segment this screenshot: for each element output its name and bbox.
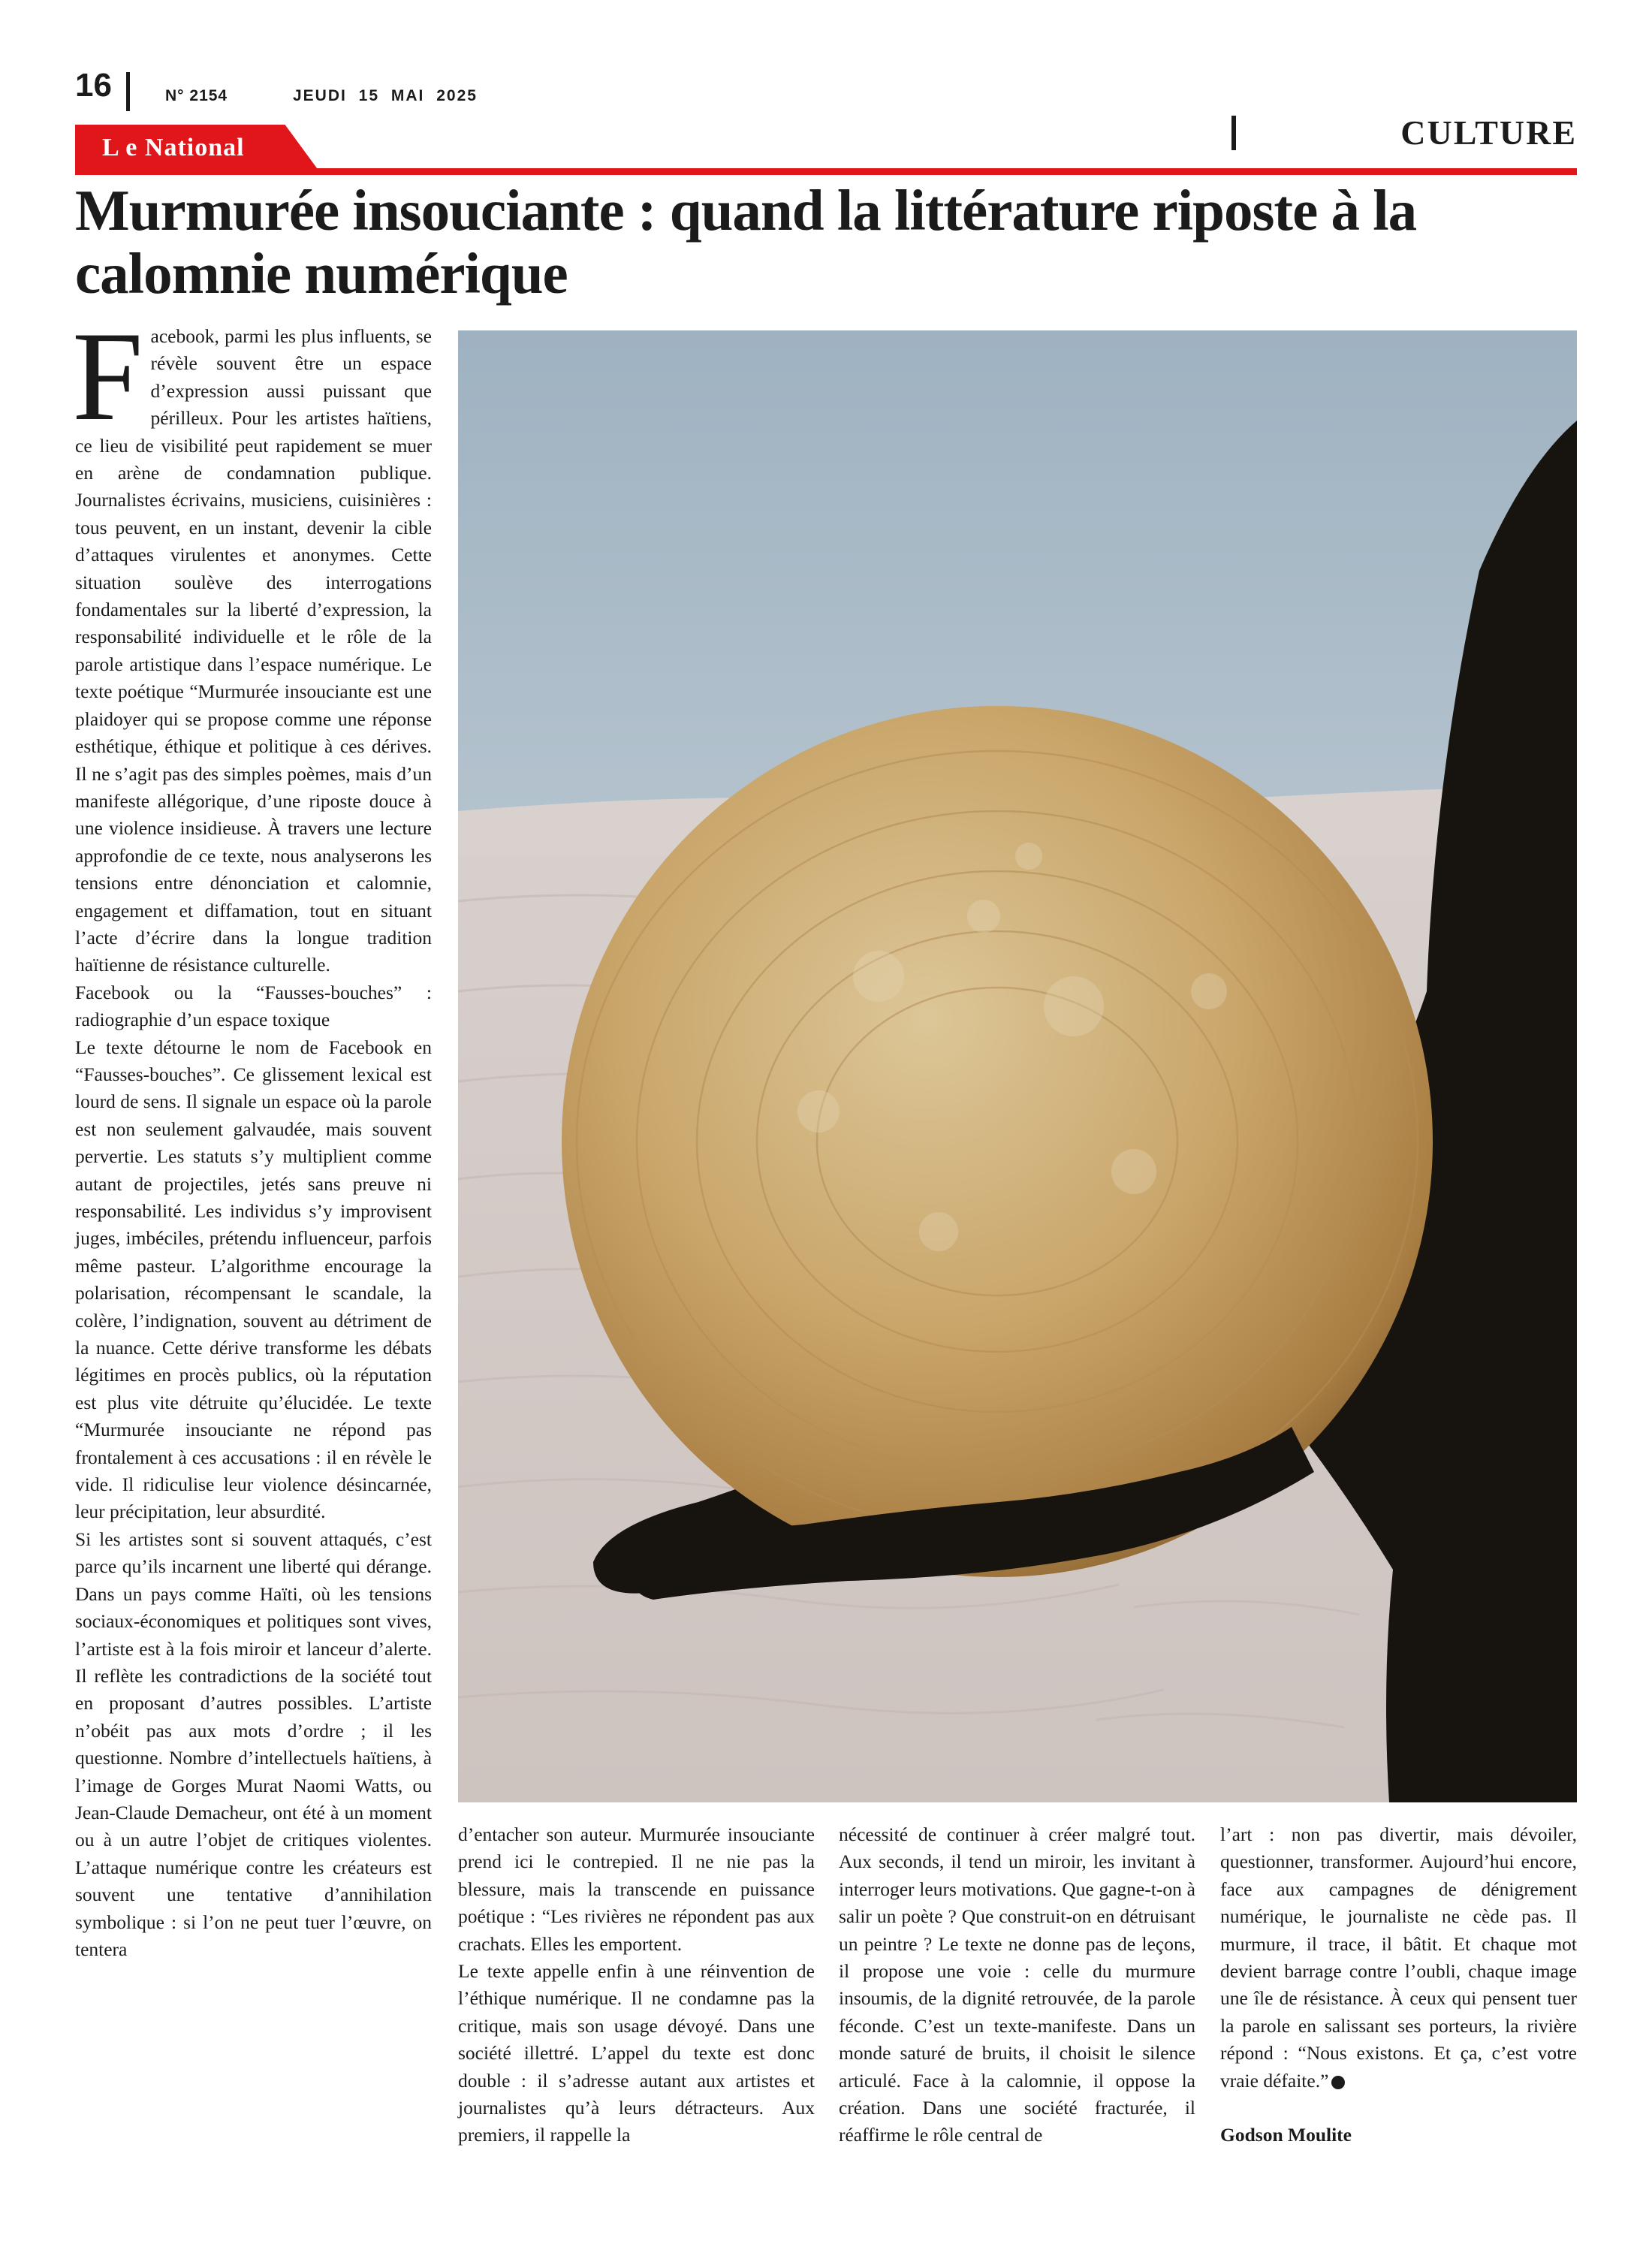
publication-name: L e National [102,134,245,161]
article-paragraph: nécessité de continuer à créer malgré tout. Aux seconds, il tend un miroir, les invitant à interroger leurs motivations. Que gagne-t-on à salir un poète ? Que construit-on en détruisant un peintre ? Le texte ne donne pas de leçons, il propose une voie : celle du murmure insoumis, de la dignité retrouvée, de la parole féconde. C’est un texte-manifeste. Dans un monde saturé de bruits, il choisit le silence articulé. Face à la calomnie, il oppose la création. Dans une société fracturée, il réaffirme le rôle central de [839,1823,1195,2146]
header-rule [75,168,1577,175]
article-paragraph-intro [72,306,432,979]
photo-sphere-held-in-desert [458,330,1577,1802]
article-column-3 [839,1821,1195,2149]
intro-text: acebook, parmi les plus influents, se révèle souvent être un espace d’expression aussi puissant que périlleux. Pour les artistes haïtiens, ce lieu de visibilité peut rapidement se muer en arène de condamnation publique. Journalistes écrivains, musiciens, cuisinières : tous peuvent, en un instant, devenir la cible d’attaques virulentes et anonymes. Cette situation soulève des interrogations fondamentales sur la liberté d’expression, la responsabilité individuelle et le rôle de la parole artistique dans l’espace numérique. Le texte poétique “Murmurée insouciante est une plaidoyer qui se propose comme une réponse esthétique, éthique et politique à ces dérives. Il ne s’agit pas des simples poèmes, mais d’un manifeste allégorique, d’une riposte douce à une violence insidieuse. À travers une lecture approfondie de ce texte, nous analyserons les tensions entre dénonciation et calomnie, engagement et diffamation, tout en situant l’acte d’écrire dans la longue tradition haïtienne de résistance culturelle. [75,325,432,976]
end-of-article-icon [1331,2076,1345,2089]
author-signature: Godson Moulite [1220,2124,1352,2146]
article-column-1 [72,306,432,1963]
article-paragraph: Le texte appelle enfin à une réinvention de l’éthique numérique. Il ne condamne pas la critique, mais son usage dévoyé. Dans une société illettré. L’appel du texte est donc double : il s’adresse autant aux artistes et journalistes qu’à leurs détracteurs. Aux premiers, il rappelle la [458,1960,815,2146]
article-subhead: Facebook ou la “Fausses-bouches” : radiographie d’un espace toxique [75,981,432,1031]
article-paragraph-final [1220,1821,1577,2095]
article-paragraph: Le texte détourne le nom de Facebook en “Fausses-bouches”. Ce glissement lexical est lourd de sens. Il signale un espace où la parole est non seulement galvaudée, mais souvent pervertie. Les statuts s’y multiplient comme autant de projectiles, jetés sans preuve ni responsabilité. Les individus s’y improvisent juges, imbéciles, prétendu influenceur, parfois même pasteur. L’algorithme encourage la polarisation, récompensant le scandale, la colère, l’indignation, souvent au détriment de la nuance. Cette dérive transforme les débats légitimes en procès publics, où la réputation est plus vite détruite qu’élucidée. Le texte “Murmurée insouciante ne répond pas frontalement à ces accusations : il en révèle le vide. Il ridiculise leur violence désincarnée, leur précipitation, leur absurdité. [75,1036,432,1523]
article-headline: Murmurée insouciante : quand la littérature riposte à la calomnie numérique [75,178,1417,306]
drop-cap: F [72,306,143,447]
article-column-4 [1220,1821,1577,2149]
article-photo [458,330,1577,1802]
page-number-divider [126,72,130,111]
section-label: CULTURE [1400,113,1577,152]
issue-number: N° 2154 [165,87,228,104]
issue-date: JEUDI 15 MAI 2025 [293,87,478,104]
article-paragraph: d’entacher son auteur. Murmurée insouciante prend ici le contrepied. Il ne nie pas la blessure, mais la transcende en puissance poétique : “Les rivières ne répondent pas aux crachats. Elles les emportent. [458,1823,815,1955]
article-column-2 [458,1821,815,2149]
page-number: 16 [75,67,112,104]
article-paragraph: Si les artistes sont si souvent attaqués, c’est parce qu’ils incarnent une liberté qui dérange. Dans un pays comme Haïti, où les tensions sociaux-économiques et politiques sont vives, l’artiste est à la fois miroir et lanceur d’alerte. Il reflète les contradictions de la société tout en proposant d’autres possibles. L’artiste n’obéit pas aux mots d’ordre ; il les questionne. Nombre d’intellectuels haïtiens, à l’image de Gorges Murat Naomi Watts, ou Jean-Claude Demacheur, ont été à un moment ou à un autre l’objet de critiques violentes. L’attaque numérique contre les créateurs est souvent une tentative d’annihilation symbolique : si l’on ne peut tuer l’œuvre, on tentera [75,1528,432,1960]
final-text: l’art : non pas divertir, mais dévoiler, questionner, transformer. Aujourd’hui encore, face aux campagnes de dénigrement numérique, le journaliste ne cède pas. Il murmure, il trace, il bâtit. Et chaque mot devient barrage contre l’oubli, chaque image une île de résistance. À ceux qui pensent tuer la parole en salissant ses porteurs, la rivière répond : “Nous existons. Et ça, c’est votre vraie défaite.” [1220,1823,1577,2092]
section-divider [1231,116,1236,150]
